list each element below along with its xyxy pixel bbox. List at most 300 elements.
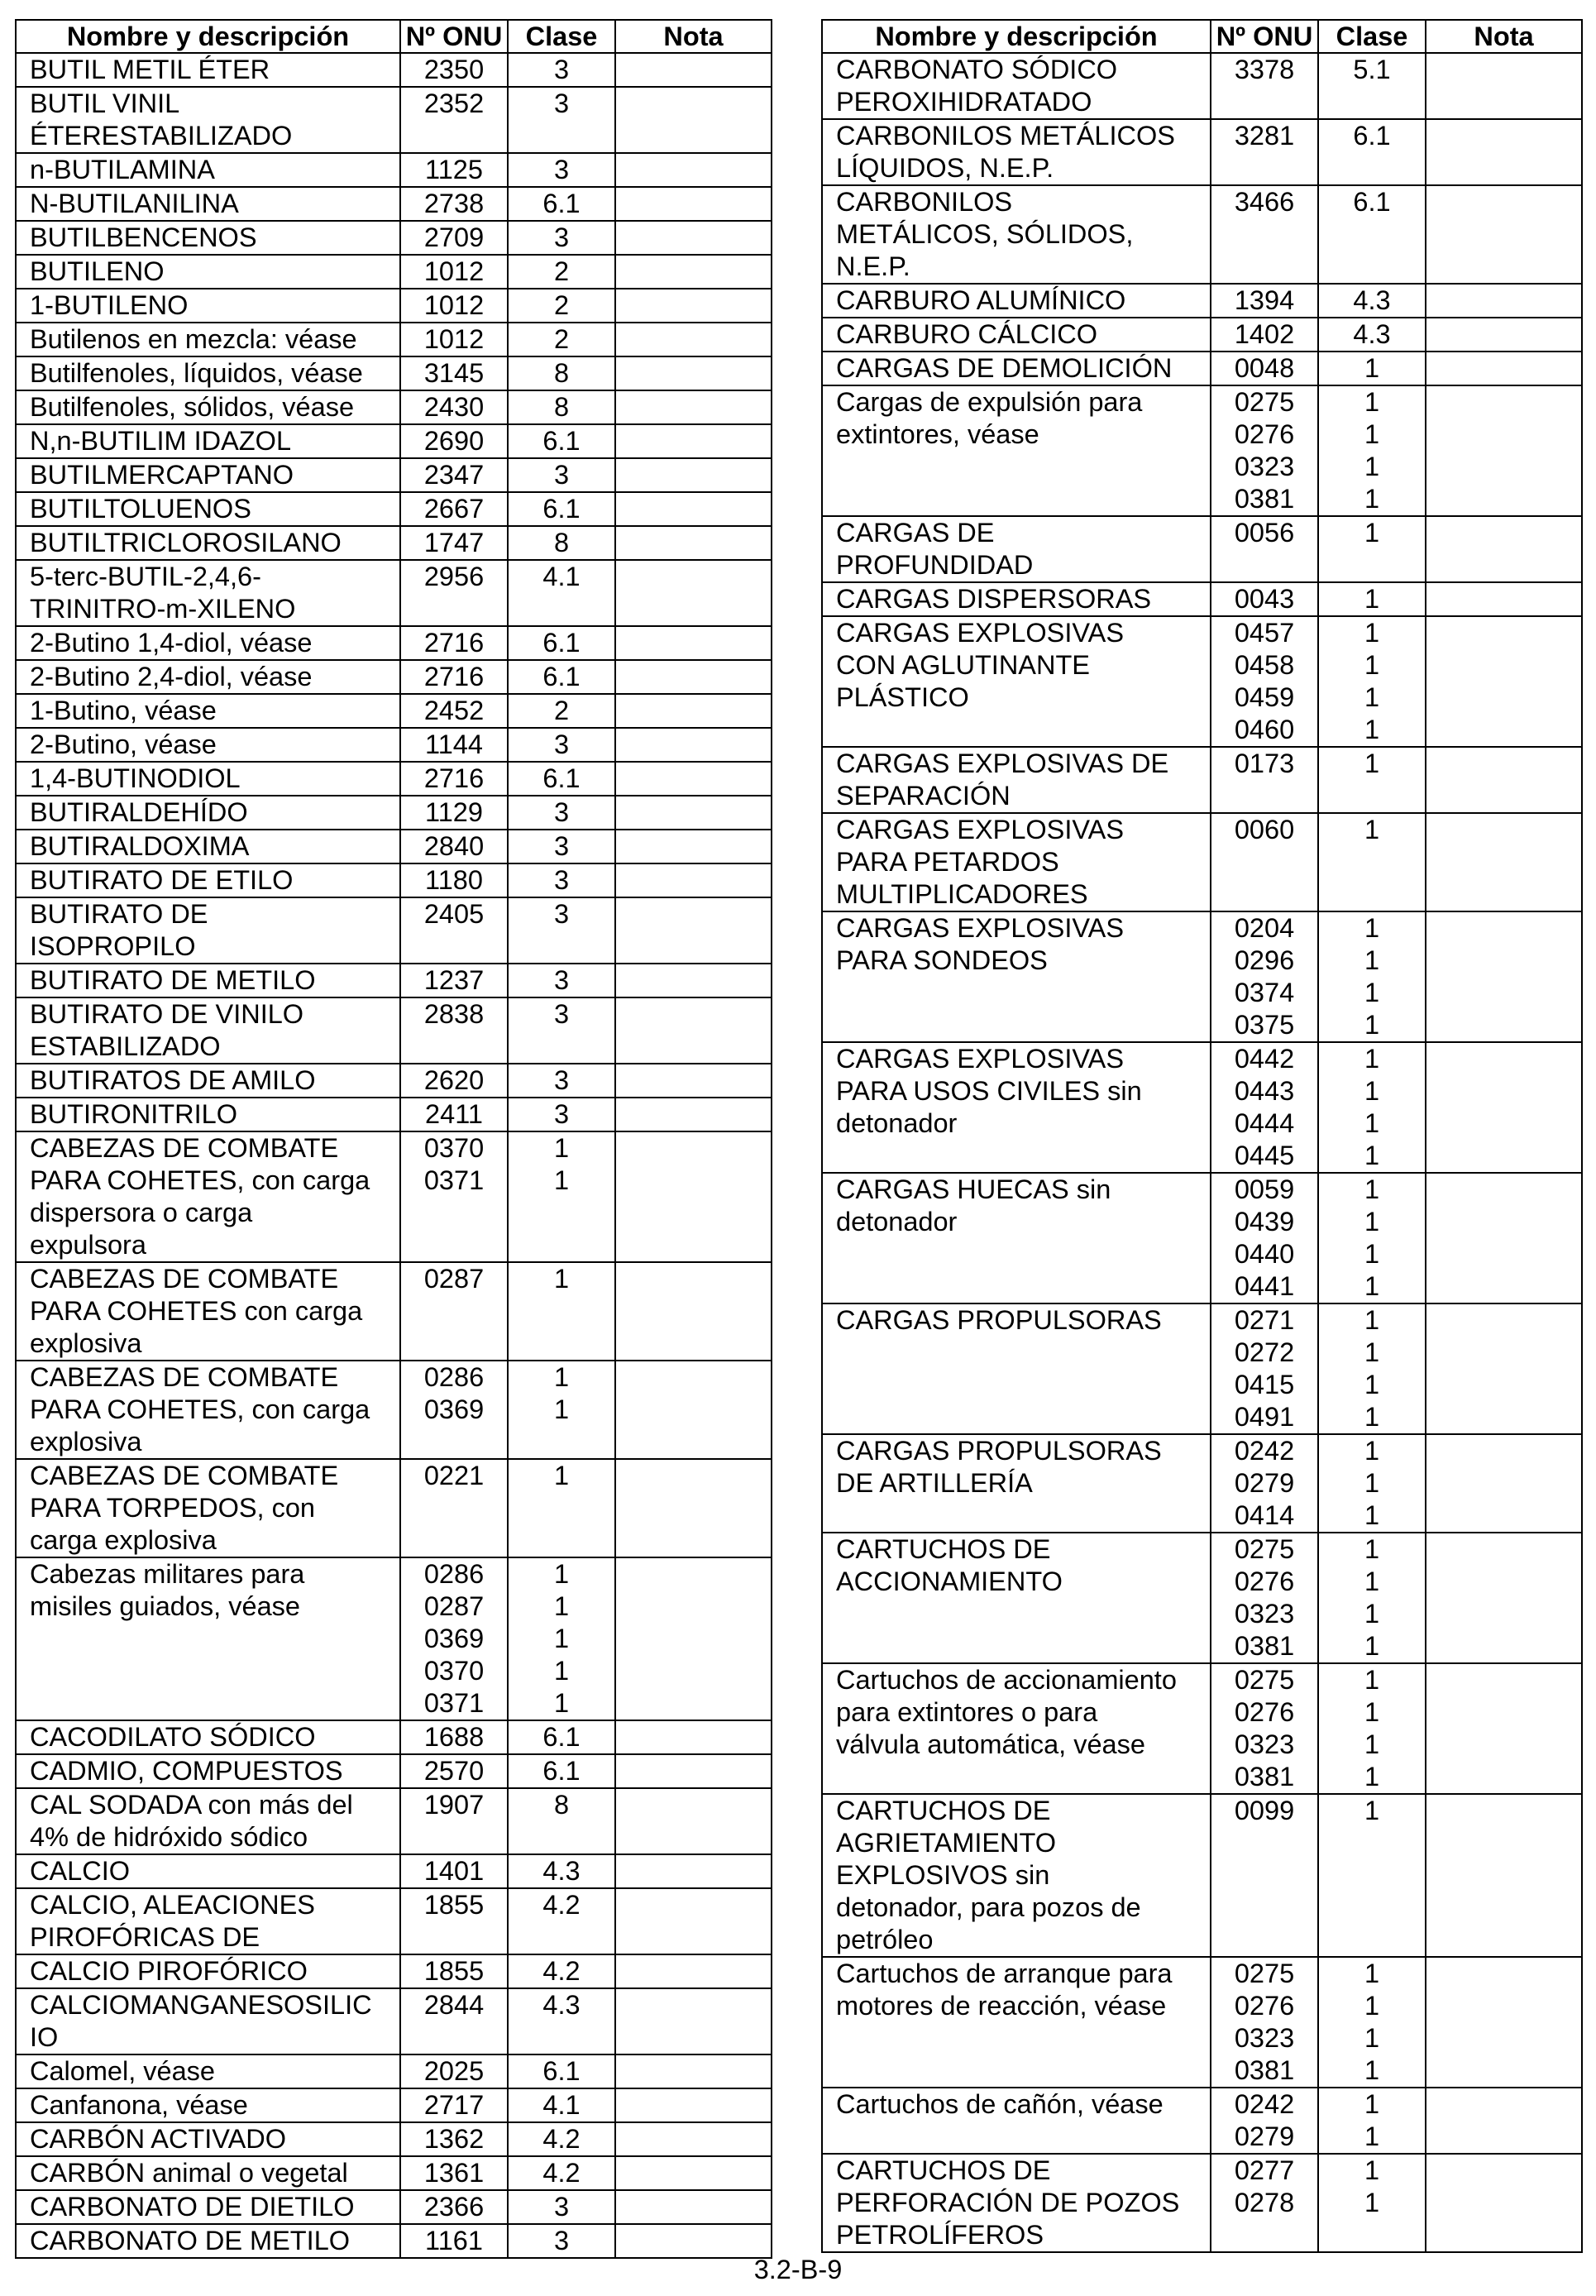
note-cell (615, 830, 772, 863)
class-line: 1 (1364, 353, 1380, 383)
substance-name-line: BUTILTOLUENOS (30, 494, 251, 524)
class-line: 1 (1364, 1402, 1380, 1432)
substance-name-line: CARGAS EXPLOSIVAS (836, 1044, 1124, 1074)
class-line: 1 (1364, 2089, 1380, 2119)
note-cell (615, 526, 772, 560)
substance-name-cell (16, 1720, 400, 1754)
onu-number-line: 2667 (423, 494, 485, 524)
table-row (16, 1788, 772, 1854)
onu-number-line: 0414 (1234, 1500, 1295, 1530)
onu-number-line: 1180 (425, 865, 483, 895)
class-line: 4.2 (542, 1956, 581, 1986)
substance-name-line: CARBURO ALUMÍNICO (836, 285, 1126, 315)
class-cell (508, 221, 615, 255)
onu-number-cell (400, 1720, 508, 1754)
substance-name-cell (16, 560, 400, 626)
substance-name-cell (16, 2156, 400, 2190)
table-row (822, 185, 1582, 284)
class-line: 6.1 (542, 494, 581, 524)
substance-name-line: BUTILENO (30, 256, 165, 286)
substance-name-line: CARTUCHOS DE (836, 2155, 1051, 2185)
table-row (16, 2224, 772, 2258)
class-line: 8 (553, 392, 570, 422)
class-line: 1 (1364, 1796, 1380, 1825)
table-row (16, 1888, 772, 1954)
onu-number-cell (400, 1098, 508, 1131)
note-cell (1426, 2088, 1582, 2154)
note-cell (615, 2224, 772, 2258)
onu-number-line: 0441 (1234, 1271, 1295, 1301)
class-line: 2 (553, 696, 570, 725)
class-cell (1318, 813, 1426, 911)
class-line: 1 (1364, 1959, 1380, 1988)
note-cell (1426, 284, 1582, 318)
onu-number-cell (400, 997, 508, 1064)
class-line: 1 (1364, 749, 1380, 778)
onu-number-line: 0323 (1234, 2023, 1295, 2053)
substance-name-line: CALCIO PIROFÓRICO (30, 1956, 308, 1986)
substance-name-line: ÉTERESTABILIZADO (30, 121, 293, 151)
class-line: 3 (553, 999, 570, 1029)
substance-name-line: PERFORACIÓN DE POZOS (836, 2188, 1180, 2217)
substance-name-line: explosiva (30, 1427, 142, 1457)
substance-name-line: BUTIRONITRILO (30, 1099, 237, 1129)
class-cell (508, 997, 615, 1064)
class-line: 3 (553, 729, 570, 759)
onu-number-cell (400, 1557, 508, 1720)
table-row (822, 911, 1582, 1042)
substance-name-cell (16, 830, 400, 863)
class-cell (508, 1954, 615, 1988)
onu-number-line: 0375 (1234, 1010, 1295, 1040)
substance-name-line: válvula automática, véase (836, 1729, 1145, 1759)
substance-name-line: BUTIRALDEHÍDO (30, 797, 248, 827)
onu-number-line: 2352 (423, 88, 485, 118)
substance-name-cell (822, 1042, 1211, 1173)
substance-name-cell (822, 1434, 1211, 1533)
note-cell (1426, 185, 1582, 284)
class-line: 6.1 (542, 763, 581, 793)
substance-name-cell (822, 516, 1211, 582)
onu-number-line: 0443 (1234, 1076, 1295, 1106)
substance-name-line: PARA PETARDOS (836, 847, 1059, 877)
table-row (16, 255, 772, 289)
table-row (16, 997, 772, 1064)
class-line: 1 (1364, 1370, 1380, 1399)
onu-number-line: 0370 (423, 1133, 485, 1163)
class-line: 1 (1364, 1271, 1380, 1301)
substance-name-line: detonador (836, 1207, 958, 1236)
onu-number-line: 0279 (1234, 1468, 1295, 1498)
class-cell (1318, 911, 1426, 1042)
table-row (16, 694, 772, 728)
class-line: 1 (1364, 2121, 1380, 2151)
onu-number-line: 2956 (423, 562, 485, 591)
substance-name-line: PETROLÍFEROS (836, 2220, 1044, 2250)
note-cell (615, 1557, 772, 1720)
substance-name-line: PEROXIHIDRATADO (836, 87, 1092, 117)
note-cell (615, 2088, 772, 2122)
onu-number-line: 2411 (425, 1099, 483, 1129)
substance-name-cell (16, 964, 400, 997)
class-line: 8 (553, 528, 570, 557)
table-row (16, 1954, 772, 1988)
class-line: 1 (1364, 1174, 1380, 1204)
class-line: 1 (553, 1688, 570, 1718)
note-cell (1426, 318, 1582, 352)
substance-name-cell (16, 1262, 400, 1361)
substance-name-line: DE ARTILLERÍA (836, 1468, 1033, 1498)
substance-name-line: PARA TORPEDOS, con (30, 1493, 315, 1523)
table-row (822, 1042, 1582, 1173)
substance-name-line: CARGAS EXPLOSIVAS (836, 815, 1124, 844)
note-cell (615, 1954, 772, 1988)
class-cell (508, 1361, 615, 1459)
substance-name-cell (16, 87, 400, 153)
note-cell (615, 694, 772, 728)
onu-number-cell (1211, 813, 1318, 911)
onu-number-line: 0275 (1234, 1665, 1295, 1695)
substance-name-cell (16, 2224, 400, 2258)
onu-number-cell (400, 660, 508, 694)
class-cell (508, 1854, 615, 1888)
onu-number-line: 0278 (1234, 2188, 1295, 2217)
class-cell (508, 863, 615, 897)
substance-name-line: CACODILATO SÓDICO (30, 1722, 316, 1752)
note-cell (615, 728, 772, 762)
class-line: 3 (553, 1065, 570, 1095)
onu-number-line: 2738 (423, 189, 485, 218)
class-cell (508, 2054, 615, 2088)
note-cell (615, 356, 772, 390)
class-line: 1 (553, 1624, 570, 1653)
note-cell (615, 1131, 772, 1262)
onu-number-line: 0242 (1234, 1436, 1295, 1466)
substance-name-cell (16, 1954, 400, 1988)
table-row (822, 53, 1582, 119)
onu-number-cell (400, 2224, 508, 2258)
onu-number-cell (400, 323, 508, 356)
note-cell (615, 2122, 772, 2156)
table-row (822, 318, 1582, 352)
class-line: 6.1 (542, 426, 581, 456)
class-cell (1318, 747, 1426, 813)
substance-name-cell (16, 1459, 400, 1557)
table-row (16, 53, 772, 87)
left-table (15, 19, 772, 2259)
class-line: 4.3 (1353, 285, 1391, 315)
onu-number-line: 2838 (423, 999, 485, 1029)
class-cell (1318, 2088, 1426, 2154)
class-cell (1318, 318, 1426, 352)
substance-name-cell (822, 185, 1211, 284)
class-line: 2 (553, 290, 570, 320)
onu-number-cell (400, 153, 508, 187)
substance-name-line: Calomel, véase (30, 2056, 215, 2086)
onu-number-cell (400, 390, 508, 424)
table-row (16, 153, 772, 187)
onu-number-line: 0381 (1234, 1762, 1295, 1791)
onu-number-cell (1211, 582, 1318, 616)
class-line: 1 (1364, 484, 1380, 514)
class-line: 6.1 (1353, 121, 1391, 151)
substance-name-cell (16, 221, 400, 255)
substance-name-cell (16, 1788, 400, 1854)
substance-name-line: BUTIRATO DE METILO (30, 965, 316, 995)
onu-number-line: 0369 (423, 1624, 485, 1653)
onu-number-cell (400, 1361, 508, 1459)
class-cell (508, 2224, 615, 2258)
substance-name-line: Butilenos en mezcla: véase (30, 324, 357, 354)
substance-name-line: CARGAS DE DEMOLICIÓN (836, 353, 1173, 383)
onu-number-cell (1211, 911, 1318, 1042)
substance-name-line: LÍQUIDOS, N.E.P. (836, 153, 1054, 183)
substance-name-cell (822, 119, 1211, 185)
onu-number-cell (400, 728, 508, 762)
onu-number-line: 0460 (1234, 715, 1295, 744)
onu-number-line: 2405 (423, 899, 485, 929)
onu-number-cell (400, 356, 508, 390)
note-cell (615, 660, 772, 694)
substance-name-cell (16, 492, 400, 526)
class-line: 8 (553, 358, 570, 388)
substance-name-cell (822, 1173, 1211, 1303)
onu-number-line: 1237 (423, 965, 485, 995)
table-row (822, 1663, 1582, 1794)
onu-number-cell (400, 424, 508, 458)
note-cell (615, 153, 772, 187)
class-cell (508, 255, 615, 289)
onu-number-line: 2025 (423, 2056, 485, 2086)
class-cell (508, 1988, 615, 2054)
onu-number-cell (400, 289, 508, 323)
note-cell (1426, 1663, 1582, 1794)
class-cell (1318, 582, 1426, 616)
onu-number-line: 0043 (1234, 584, 1295, 614)
class-line: 3 (553, 460, 570, 490)
table-row (822, 2088, 1582, 2154)
class-cell (508, 458, 615, 492)
table-row (16, 323, 772, 356)
note-cell (1426, 385, 1582, 516)
table-row (16, 1262, 772, 1361)
onu-number-cell (400, 1754, 508, 1788)
substance-name-line: IO (30, 2022, 59, 2052)
onu-number-line: 2430 (423, 392, 485, 422)
note-cell (615, 1854, 772, 1888)
onu-number-line: 0275 (1234, 1959, 1295, 1988)
note-cell (1426, 813, 1582, 911)
onu-number-line: 3145 (423, 358, 485, 388)
substance-name-cell (16, 458, 400, 492)
class-line: 1 (1364, 1076, 1380, 1106)
substance-name-line: CARBURO CÁLCICO (836, 319, 1098, 349)
class-cell (508, 694, 615, 728)
class-cell (1318, 185, 1426, 284)
onu-number-cell (400, 1954, 508, 1988)
onu-number-cell (400, 1131, 508, 1262)
table-row (822, 616, 1582, 747)
substance-name-cell (16, 2122, 400, 2156)
class-line: 1 (553, 1165, 570, 1195)
class-cell (508, 356, 615, 390)
table-row (16, 424, 772, 458)
class-cell (508, 492, 615, 526)
onu-number-line: 0099 (1234, 1796, 1295, 1825)
class-line: 1 (553, 1264, 570, 1294)
substance-name-line: Canfanona, véase (30, 2090, 248, 2120)
onu-number-line: 2717 (423, 2090, 485, 2120)
substance-name-cell (16, 2190, 400, 2224)
substance-name-line: CABEZAS DE COMBATE (30, 1461, 339, 1490)
substance-name-line: 1-Butino, véase (30, 696, 217, 725)
note-cell (615, 2054, 772, 2088)
class-line: 1 (1364, 518, 1380, 548)
class-line: 1 (1364, 1010, 1380, 1040)
onu-number-line: 0059 (1234, 1174, 1295, 1204)
onu-number-cell (400, 796, 508, 830)
onu-number-line: 0277 (1234, 2155, 1295, 2185)
table-row (16, 1459, 772, 1557)
substance-name-line: CARGAS EXPLOSIVAS (836, 913, 1124, 943)
table-row (16, 1361, 772, 1459)
substance-name-cell (822, 747, 1211, 813)
note-cell (615, 1459, 772, 1557)
class-line: 6.1 (542, 628, 581, 658)
note-cell (1426, 1957, 1582, 2088)
substance-name-cell (16, 1854, 400, 1888)
class-cell (1318, 1957, 1426, 2088)
note-cell (1426, 119, 1582, 185)
table-row (822, 352, 1582, 385)
onu-number-cell (1211, 1042, 1318, 1173)
onu-number-cell (1211, 1957, 1318, 2088)
table-row (822, 1533, 1582, 1663)
class-cell (508, 2122, 615, 2156)
substance-name-line: PARA SONDEOS (836, 945, 1048, 975)
substance-name-line: CAL SODADA con más del (30, 1790, 353, 1820)
onu-number-line: 0369 (423, 1394, 485, 1424)
onu-number-cell (1211, 516, 1318, 582)
table-row (822, 385, 1582, 516)
onu-number-cell (400, 1262, 508, 1361)
substance-name-cell (16, 660, 400, 694)
substance-name-cell (16, 1988, 400, 2054)
substance-name-cell (822, 385, 1211, 516)
class-line: 4.3 (542, 1990, 581, 2020)
class-cell (508, 1720, 615, 1754)
substance-name-cell (16, 255, 400, 289)
substance-name-line: PARA COHETES con carga (30, 1296, 363, 1326)
class-line: 1 (1364, 452, 1380, 481)
onu-number-line: 1012 (423, 256, 485, 286)
class-line: 1 (1364, 1697, 1380, 1727)
class-cell (1318, 1303, 1426, 1434)
onu-number-line: 2840 (423, 831, 485, 861)
note-cell (615, 458, 772, 492)
table-row (16, 356, 772, 390)
substance-name-line: 4% de hidróxido sódico (30, 1822, 308, 1852)
class-line: 3 (553, 965, 570, 995)
class-line: 4.2 (542, 2124, 581, 2154)
table-row (822, 582, 1582, 616)
onu-number-line: 0371 (423, 1688, 485, 1718)
note-cell (615, 1262, 772, 1361)
class-line: 1 (1364, 387, 1380, 417)
onu-number-line: 2452 (423, 696, 485, 725)
class-line: 1 (1364, 1305, 1380, 1335)
onu-number-line: 0381 (1234, 2055, 1295, 2085)
onu-number-cell (400, 694, 508, 728)
onu-number-cell (400, 626, 508, 660)
substance-name-line: detonador (836, 1108, 958, 1138)
onu-number-line: 1012 (423, 324, 485, 354)
onu-number-cell (1211, 318, 1318, 352)
class-line: 4.1 (542, 2090, 581, 2120)
table-row (16, 626, 772, 660)
onu-number-line: 0287 (423, 1591, 485, 1621)
table-row (822, 1794, 1582, 1957)
class-line: 6.1 (1353, 187, 1391, 217)
class-line: 1 (1364, 815, 1380, 844)
class-line: 3 (553, 2192, 570, 2222)
class-cell (508, 660, 615, 694)
table-row (16, 87, 772, 153)
onu-number-cell (1211, 284, 1318, 318)
table-row (16, 1854, 772, 1888)
table-row (822, 1957, 1582, 2088)
class-cell (1318, 119, 1426, 185)
table-row (16, 660, 772, 694)
class-line: 3 (553, 88, 570, 118)
onu-number-line: 2620 (423, 1065, 485, 1095)
table-row (16, 2088, 772, 2122)
substance-name-line: PIROFÓRICAS DE (30, 1922, 260, 1952)
onu-number-line: 1362 (423, 2124, 485, 2154)
class-line: 1 (1364, 618, 1380, 648)
substance-name-cell (16, 53, 400, 87)
onu-number-line: 1402 (1234, 319, 1295, 349)
onu-number-cell (400, 897, 508, 964)
onu-number-cell (1211, 2088, 1318, 2154)
onu-number-line: 2844 (423, 1990, 485, 2020)
substance-name-cell (822, 1303, 1211, 1434)
onu-number-line: 0371 (423, 1165, 485, 1195)
class-line: 1 (1364, 1991, 1380, 2021)
substance-name-line: Butilfenoles, sólidos, véase (30, 392, 355, 422)
onu-number-line: 0242 (1234, 2089, 1295, 2119)
note-cell (615, 863, 772, 897)
table-row (16, 289, 772, 323)
note-cell (1426, 911, 1582, 1042)
onu-number-line: 0279 (1234, 2121, 1295, 2151)
table-row (16, 863, 772, 897)
substance-name-cell (16, 1888, 400, 1954)
substance-name-line: TRINITRO-m-XILENO (30, 594, 296, 624)
substance-name-cell (16, 390, 400, 424)
note-cell (1426, 352, 1582, 385)
substance-name-line: PARA COHETES, con carga (30, 1165, 370, 1195)
table-row (16, 1754, 772, 1788)
note-cell (615, 492, 772, 526)
onu-number-line: 0275 (1234, 387, 1295, 417)
substance-name-cell (16, 1098, 400, 1131)
substance-name-cell (16, 762, 400, 796)
class-line: 1 (1364, 1239, 1380, 1269)
note-cell (615, 2156, 772, 2190)
onu-number-cell (400, 2122, 508, 2156)
substance-name-line: Cartuchos de accionamiento (836, 1665, 1177, 1695)
